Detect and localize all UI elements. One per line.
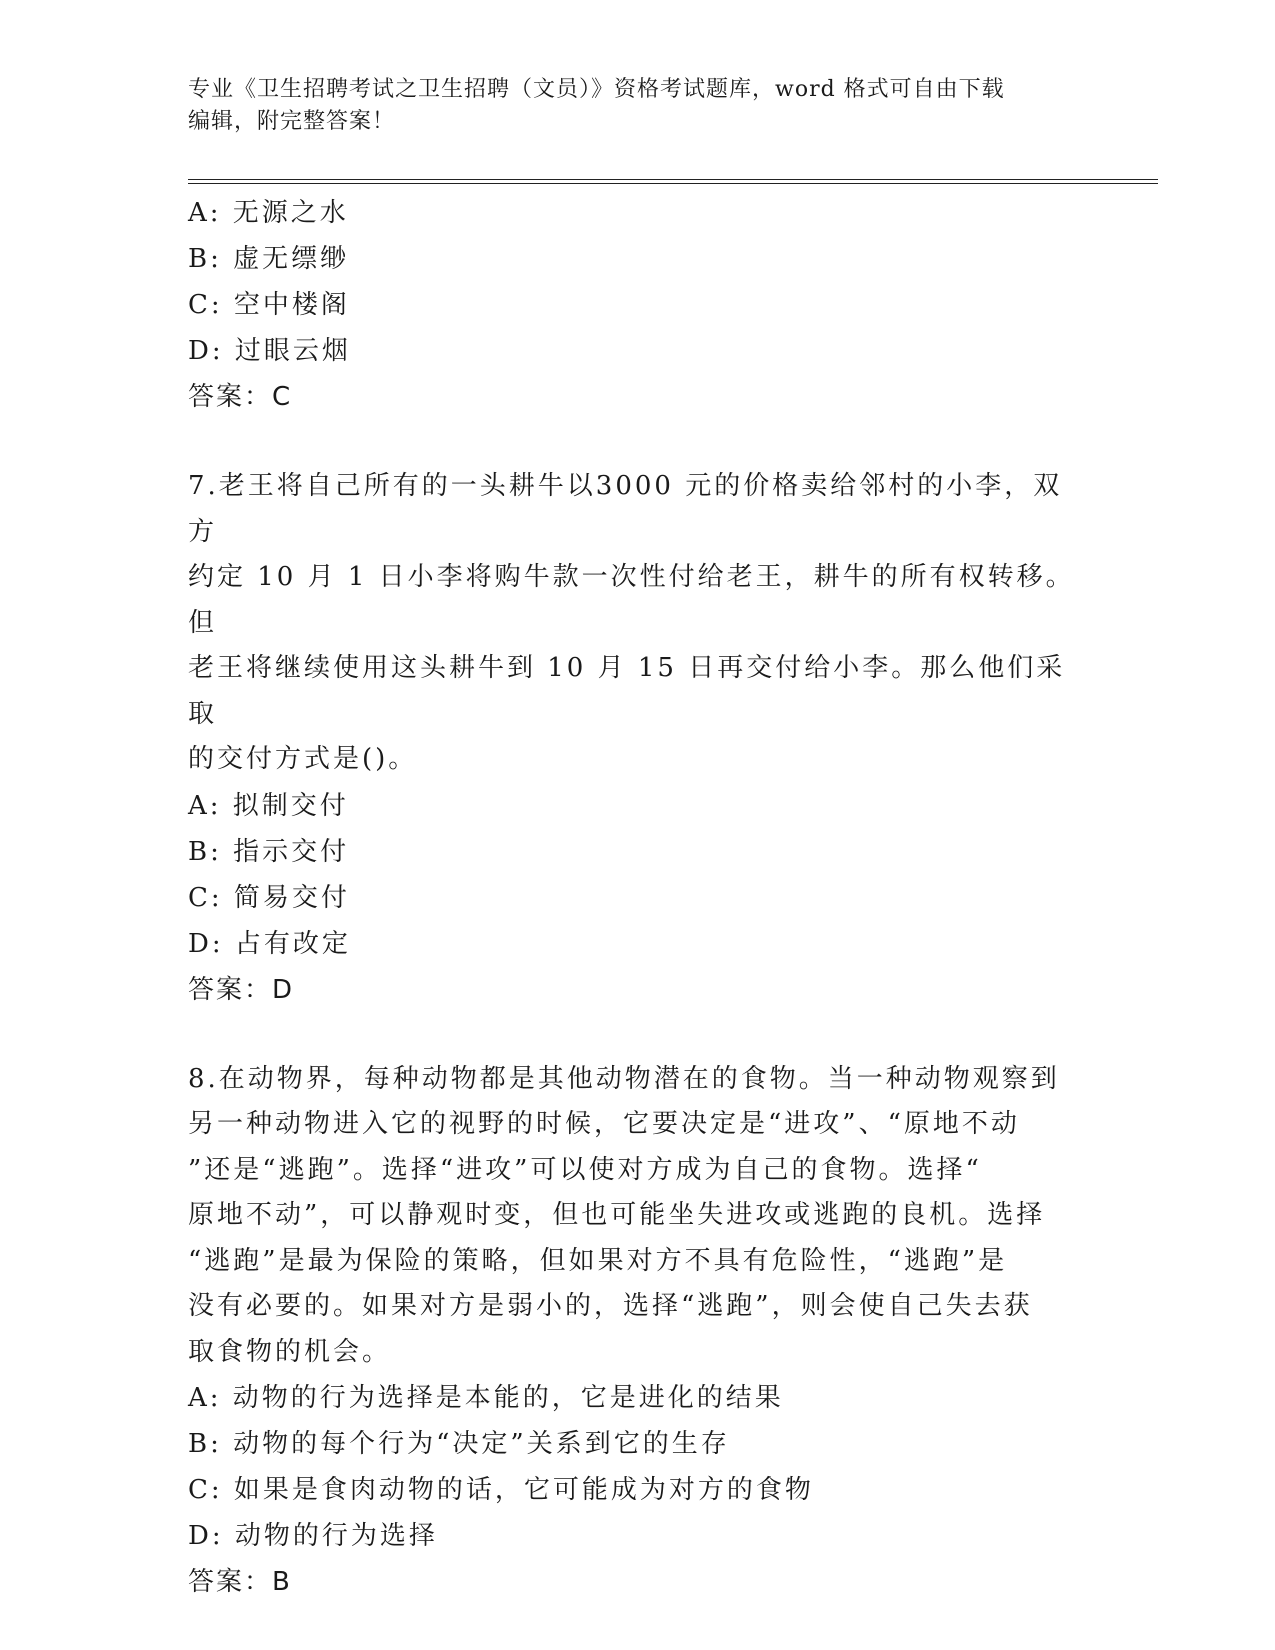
header-line-1: 专业《卫生招聘考试之卫生招聘（文员）》资格考试题库，word 格式可自由下载 (188, 77, 1005, 102)
option-c: C: 如果是食肉动物的话，它可能成为对方的食物 (188, 1475, 814, 1505)
option-c: C: 简易交付 (188, 882, 350, 913)
header-rule-top (188, 179, 1158, 180)
option-c: C: 空中楼阁 (188, 290, 350, 320)
question-6 (188, 190, 1088, 420)
header-rule-bottom (188, 183, 1158, 184)
option-a: A: 拟制交付 (188, 790, 349, 821)
answer: 答案：B (188, 1567, 292, 1597)
stem-line: ”还是“逃跑”。选择“进攻”可以使对方成为自己的食物。选择“ (188, 1154, 982, 1185)
stem-line: 的交付方式是()。 (188, 744, 418, 774)
option-b: B: 指示交付 (188, 836, 350, 867)
option-a: A: 无源之水 (188, 198, 349, 228)
stem-line: 老王将继续使用这头耕牛到 10 月 15 日再交付给小李。那么他们采取 (188, 653, 1066, 729)
option-d: D: 动物的行为选择 (188, 1521, 438, 1551)
stem-line: 另一种动物进入它的视野的时候，它要决定是“进攻”、“原地不动 (188, 1109, 1020, 1139)
option-d: D: 占有改定 (188, 928, 351, 959)
header-line-2: 编辑，附完整答案！ (188, 109, 396, 134)
answer: 答案：C (188, 382, 293, 412)
answer: 答案：D (188, 974, 295, 1005)
stem-line: 原地不动”，可以静观时变，但也可能坐失进攻或逃跑的良机。选择 (188, 1200, 1046, 1230)
option-a: A: 动物的行为选择是本能的，它是进化的结果 (188, 1383, 784, 1413)
stem-line: “逃跑”是最为保险的策略，但如果对方不具有危险性，“逃跑”是 (188, 1245, 1008, 1276)
option-b: B: 动物的每个行为“决定”关系到它的生存 (188, 1429, 730, 1459)
document-body (188, 190, 1088, 1605)
question-7 (188, 464, 1088, 1013)
question-stem (188, 464, 1088, 783)
question-8 (188, 1057, 1088, 1606)
stem-line: 8.在动物界，每种动物都是其他动物潜在的食物。当一种动物观察到 (188, 1063, 1060, 1094)
option-d: D: 过眼云烟 (188, 336, 351, 366)
stem-line: 取食物的机会。 (188, 1336, 392, 1367)
stem-line: 约定 10 月 1 日小李将购牛款一次性付给老王，耕牛的所有权转移。但 (188, 562, 1075, 638)
stem-line: 7.老王将自己所有的一头耕牛以3000 元的价格卖给邻村的小李，双方 (188, 471, 1063, 547)
question-stem (188, 1057, 1088, 1376)
option-b: B: 虚无缥缈 (188, 244, 350, 274)
stem-line: 没有必要的。如果对方是弱小的，选择“逃跑”，则会使自己失去获 (188, 1291, 1033, 1321)
document-header (188, 74, 1088, 138)
